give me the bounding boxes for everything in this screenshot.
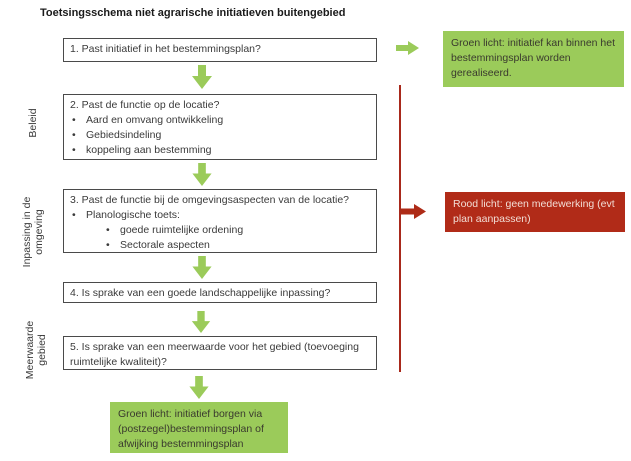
red-connector-line [399,85,401,372]
flow-box-2-title: 2. Past de functie op de locatie? [70,99,220,111]
sub-bullet-item [70,238,370,253]
outcome-green-top-text: Groen licht: initiatief kan binnen het bestemmingsplan worden gerealiseerd. [451,37,616,79]
flow-box-1-text: 1. Past initiatief in het bestemmingsplan? [70,43,261,55]
bullet-icon: • [72,114,76,126]
down-arrow-icon [189,376,209,399]
flow-box-5 [63,336,377,370]
outcome-red [445,192,625,232]
bullet-icon: • [72,144,76,156]
bullet-text: Gebiedsindeling [86,129,162,141]
section-label-beleid: Beleid [27,108,39,138]
bullet-item [70,113,370,128]
right-arrow-icon [401,204,426,219]
bullet-icon: • [72,209,76,221]
down-arrow-icon [192,256,212,279]
bullet-item [70,208,370,223]
section-label-meerwaarde-gebied: Meerwaarde gebied [24,320,48,380]
bullet-text: goede ruimtelijke ordening [120,224,244,236]
bullet-icon: • [72,129,76,141]
bullet-item [70,128,370,143]
flow-box-5-text: 5. Is sprake van een meerwaarde voor het gebied (toevoeging ruimtelijke kwaliteit)? [70,341,359,368]
sub-bullet-item [70,223,370,238]
bullet-text: Sectorale aspecten [120,239,210,251]
outcome-red-text: Rood licht: geen medewerking (evt plan aanpassen) [453,198,615,225]
right-arrow-icon [396,41,419,55]
down-arrow-icon [191,311,211,333]
bullet-text: Aard en omvang ontwikkeling [86,114,224,126]
flow-box-1 [63,38,377,62]
bullet-text: koppeling aan bestemming [86,144,212,156]
flow-box-2 [63,94,377,160]
flow-box-3 [63,189,377,253]
flow-box-3-title: 3. Past de functie bij de omgevingsaspecten van de locatie? [70,194,350,206]
flow-box-4 [63,282,377,303]
outcome-green-bottom [110,402,288,453]
bullet-text: Planologische toets: [86,209,180,221]
section-label-inpassing-in-de-omgeving: Inpassing in de omgeving [21,196,45,268]
diagram-title: Toetsingsschema niet agrarische initiatieven buitengebied [40,7,346,19]
bullet-icon: • [106,239,110,251]
down-arrow-icon [192,163,212,186]
down-arrow-icon [192,65,212,89]
bullet-item [70,143,370,158]
flow-box-4-text: 4. Is sprake van een goede landschappelijke inpassing? [70,287,331,299]
outcome-green-top [443,31,624,87]
bullet-icon: • [106,224,110,236]
outcome-green-bottom-text: Groen licht: initiatief borgen via (postzegel)bestemmingsplan of afwijking bestemmingsplan [118,408,264,450]
